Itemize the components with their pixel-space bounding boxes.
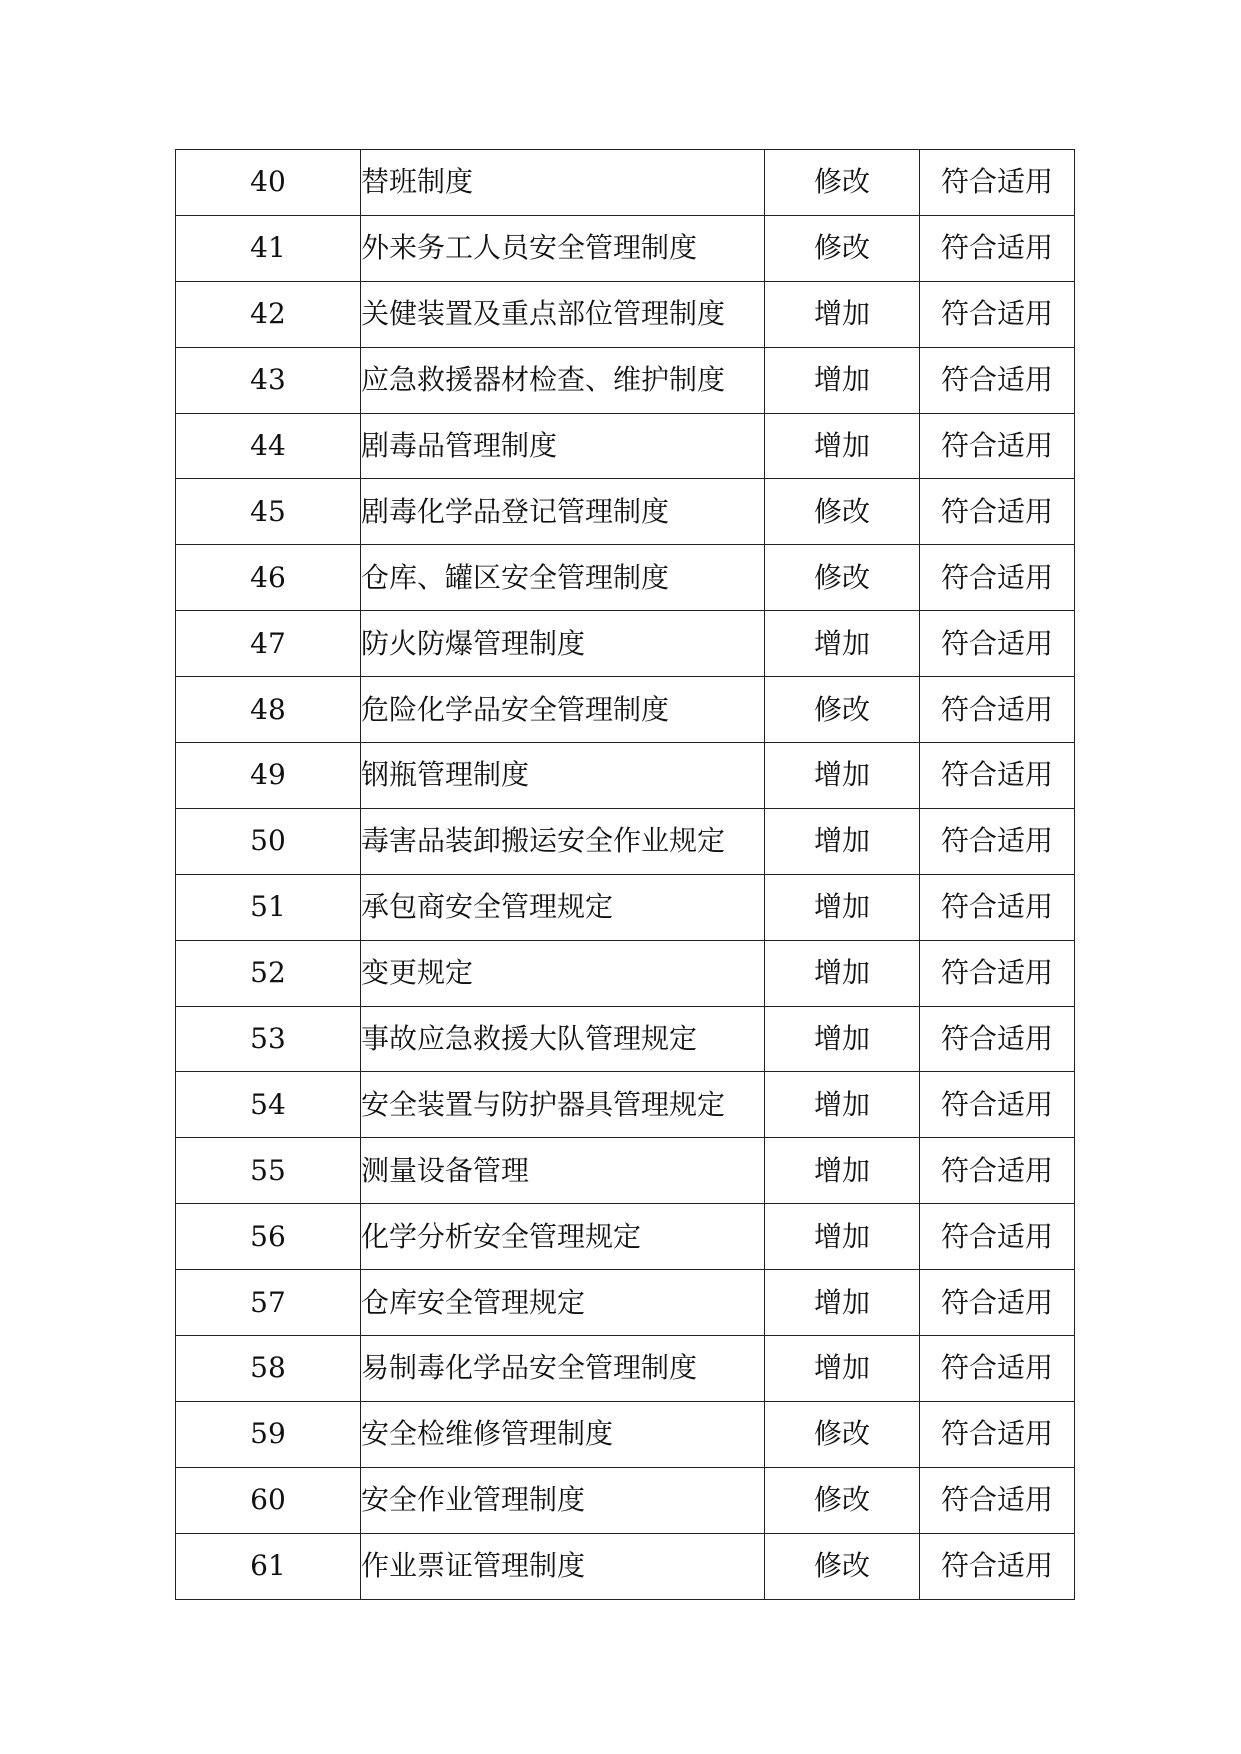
change-type: 增加 [765,940,920,1006]
row-number: 51 [176,874,361,940]
table-row [176,677,1075,743]
row-number: 43 [176,347,361,413]
change-type: 增加 [765,611,920,677]
regulation-name: 仓库安全管理规定 [361,1270,765,1336]
change-type: 增加 [765,413,920,479]
row-number: 58 [176,1336,361,1402]
table-row [176,1270,1075,1336]
compliance-status: 符合适用 [920,479,1075,545]
regulation-name: 外来务工人员安全管理制度 [361,215,765,281]
row-number: 49 [176,743,361,809]
compliance-status: 符合适用 [920,413,1075,479]
regulation-name: 危险化学品安全管理制度 [361,677,765,743]
change-type: 增加 [765,1138,920,1204]
regulation-name: 防火防爆管理制度 [361,611,765,677]
change-type: 修改 [765,215,920,281]
regulation-name: 安全装置与防护器具管理规定 [361,1072,765,1138]
compliance-status: 符合适用 [920,347,1075,413]
compliance-status: 符合适用 [920,1006,1075,1072]
regulations-table-body [176,150,1075,1600]
compliance-status: 符合适用 [920,1336,1075,1402]
row-number: 48 [176,677,361,743]
regulation-name: 应急救援器材检查、维护制度 [361,347,765,413]
regulation-name: 承包商安全管理规定 [361,874,765,940]
regulation-name: 仓库、罐区安全管理制度 [361,545,765,611]
change-type: 增加 [765,743,920,809]
compliance-status: 符合适用 [920,1401,1075,1467]
change-type: 修改 [765,677,920,743]
regulation-name: 安全检维修管理制度 [361,1401,765,1467]
compliance-status: 符合适用 [920,545,1075,611]
regulation-name: 剧毒化学品登记管理制度 [361,479,765,545]
regulation-name: 变更规定 [361,940,765,1006]
row-number: 41 [176,215,361,281]
regulation-name: 作业票证管理制度 [361,1533,765,1599]
regulation-name: 安全作业管理制度 [361,1467,765,1533]
row-number: 42 [176,281,361,347]
compliance-status: 符合适用 [920,1072,1075,1138]
change-type: 修改 [765,150,920,216]
regulation-name: 化学分析安全管理规定 [361,1204,765,1270]
compliance-status: 符合适用 [920,940,1075,1006]
change-type: 增加 [765,281,920,347]
regulations-table [175,149,1075,1600]
compliance-status: 符合适用 [920,808,1075,874]
table-row [176,1072,1075,1138]
table-row [176,1204,1075,1270]
change-type: 增加 [765,1336,920,1402]
compliance-status: 符合适用 [920,743,1075,809]
table-row [176,150,1075,216]
row-number: 45 [176,479,361,545]
compliance-status: 符合适用 [920,677,1075,743]
change-type: 修改 [765,1533,920,1599]
regulation-name: 剧毒品管理制度 [361,413,765,479]
regulation-name: 钢瓶管理制度 [361,743,765,809]
table-row [176,940,1075,1006]
row-number: 44 [176,413,361,479]
table-row [176,215,1075,281]
table-row [176,479,1075,545]
table-row [176,1533,1075,1599]
row-number: 40 [176,150,361,216]
regulation-name: 易制毒化学品安全管理制度 [361,1336,765,1402]
compliance-status: 符合适用 [920,874,1075,940]
table-row [176,1401,1075,1467]
regulation-name: 测量设备管理 [361,1138,765,1204]
table-row [176,874,1075,940]
change-type: 增加 [765,1204,920,1270]
change-type: 修改 [765,479,920,545]
regulation-name: 关健装置及重点部位管理制度 [361,281,765,347]
compliance-status: 符合适用 [920,215,1075,281]
row-number: 54 [176,1072,361,1138]
row-number: 52 [176,940,361,1006]
table-row [176,1006,1075,1072]
table-row [176,545,1075,611]
regulation-name: 事故应急救援大队管理规定 [361,1006,765,1072]
row-number: 47 [176,611,361,677]
change-type: 修改 [765,1467,920,1533]
table-row [176,1467,1075,1533]
row-number: 56 [176,1204,361,1270]
row-number: 57 [176,1270,361,1336]
regulation-name: 替班制度 [361,150,765,216]
table-row [176,808,1075,874]
table-row [176,281,1075,347]
compliance-status: 符合适用 [920,1204,1075,1270]
change-type: 增加 [765,874,920,940]
compliance-status: 符合适用 [920,1467,1075,1533]
table-row [176,347,1075,413]
table-row [176,1336,1075,1402]
table-row [176,611,1075,677]
change-type: 增加 [765,808,920,874]
change-type: 增加 [765,1072,920,1138]
row-number: 60 [176,1467,361,1533]
compliance-status: 符合适用 [920,281,1075,347]
compliance-status: 符合适用 [920,150,1075,216]
table-row [176,743,1075,809]
row-number: 50 [176,808,361,874]
change-type: 修改 [765,1401,920,1467]
change-type: 修改 [765,545,920,611]
change-type: 增加 [765,1270,920,1336]
compliance-status: 符合适用 [920,1270,1075,1336]
row-number: 46 [176,545,361,611]
change-type: 增加 [765,347,920,413]
compliance-status: 符合适用 [920,1138,1075,1204]
compliance-status: 符合适用 [920,611,1075,677]
change-type: 增加 [765,1006,920,1072]
row-number: 61 [176,1533,361,1599]
row-number: 53 [176,1006,361,1072]
regulation-name: 毒害品装卸搬运安全作业规定 [361,808,765,874]
table-row [176,413,1075,479]
table-row [176,1138,1075,1204]
row-number: 55 [176,1138,361,1204]
compliance-status: 符合适用 [920,1533,1075,1599]
row-number: 59 [176,1401,361,1467]
